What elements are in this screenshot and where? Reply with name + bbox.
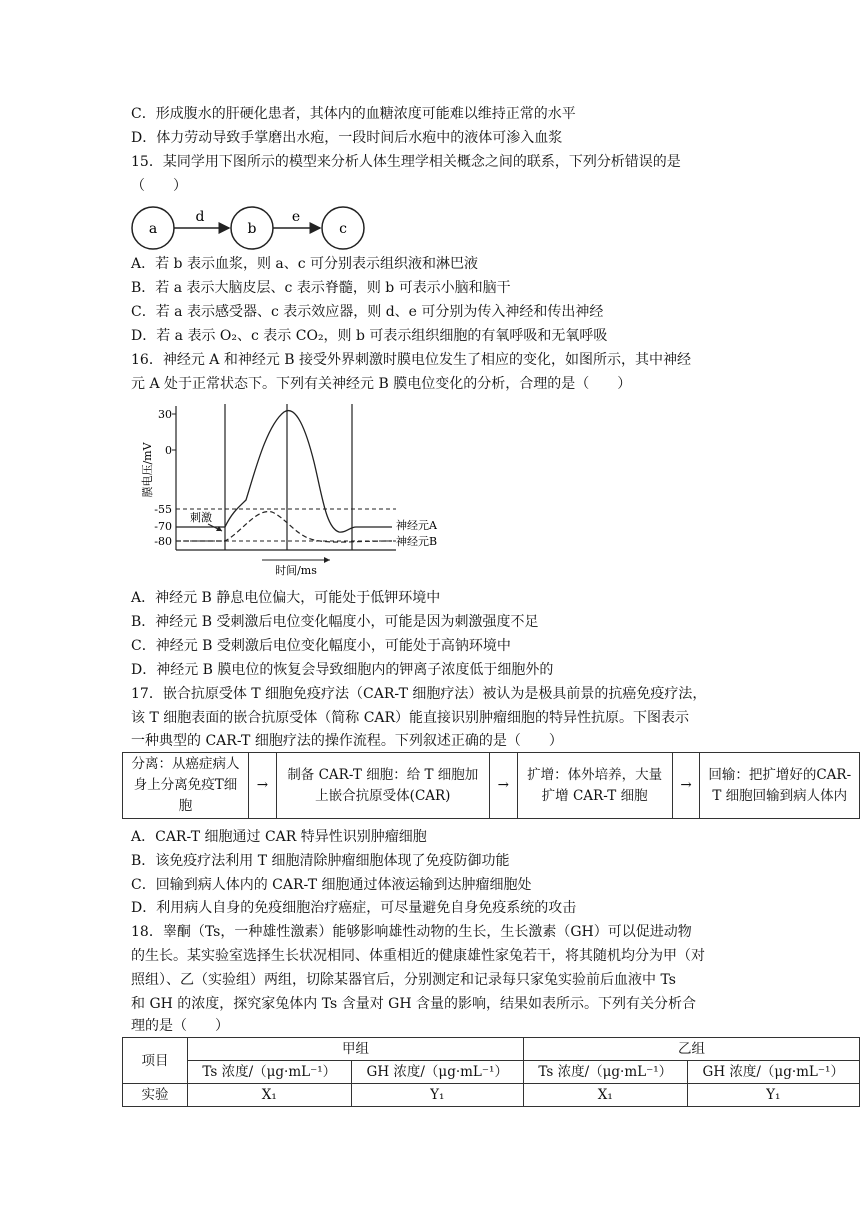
q17-option-b: B．该免疫疗法利用 T 细胞清除肿瘤细胞体现了免疫防御功能 <box>131 853 510 869</box>
q15-option-a: A．若 b 表示血浆，则 a、c 可分别表示组织液和淋巴液 <box>131 256 479 272</box>
y-tick-70: -70 <box>154 520 172 533</box>
stimulus-label: 刺激 <box>190 511 212 524</box>
table-ts-header-b: Ts 浓度/（μg·mL⁻¹） <box>523 1061 687 1084</box>
y-axis-label: 膜电压/mV <box>141 442 154 498</box>
node-a-label: a <box>148 221 158 237</box>
q15-stem: 15．某同学用下图所示的模型来分析人体生理学相关概念之间的联系，下列分析错误的是 <box>131 154 681 170</box>
car-t-flow-table <box>122 752 860 819</box>
flow-step-reinfuse: 回输：把扩增好的CAR-T 细胞回输到病人体内 <box>700 753 860 819</box>
q18-stem-2: 的生长。某实验室选择生长状况相同、体重相近的健康雄性家兔若干，将其随机均分为甲（对 <box>131 948 705 964</box>
q17-option-a: A．CAR-T 细胞通过 CAR 特异性识别肿瘤细胞 <box>131 829 427 845</box>
x-axis-label: 时间/ms <box>275 564 317 577</box>
table-row <box>123 1084 860 1107</box>
table-ts-header-a: Ts 浓度/（μg·mL⁻¹） <box>188 1061 352 1084</box>
q14-option-d: D．体力劳动导致手掌磨出水疱，一段时间后水疱中的液体可渗入血浆 <box>131 130 563 146</box>
q17-stem-2: 该 T 细胞表面的嵌合抗原受体（简称 CAR）能直接识别肿瘤细胞的特异性抗原。下图表示 <box>131 710 690 726</box>
table-gh-header-a: GH 浓度/（μg·mL⁻¹） <box>351 1061 523 1084</box>
table-cell-ts-b: X₁ <box>523 1084 687 1107</box>
q16-option-c: C．神经元 B 受刺激后电位变化幅度小，可能处于高钠环境中 <box>131 638 511 654</box>
flow-step-isolation: 分离：从癌症病人身上分离免疫T细胞 <box>123 753 249 819</box>
q16-option-b: B．神经元 B 受刺激后电位变化幅度小，可能是因为刺激强度不足 <box>131 614 539 630</box>
table-cell-ts-a: X₁ <box>188 1084 352 1107</box>
table-cell-gh-b: Y₁ <box>687 1084 860 1107</box>
q17-stem-3: 一种典型的 CAR-T 细胞疗法的操作流程。下列叙述正确的是（ ） <box>131 733 563 749</box>
flow-arrow-2: → <box>489 753 517 819</box>
table-group-a-header: 甲组 <box>188 1038 524 1061</box>
hormone-data-table <box>122 1037 860 1107</box>
q15-option-b: B．若 a 表示大脑皮层、c 表示脊髓，则 b 可表示小脑和脑干 <box>131 280 511 296</box>
q16-option-d: D．神经元 B 膜电位的恢复会导致细胞内的钾离子浓度低于细胞外的 <box>131 662 554 678</box>
table-cell-gh-a: Y₁ <box>351 1084 523 1107</box>
y-tick-30: 30 <box>158 408 172 421</box>
table-row-label: 实验 <box>123 1084 188 1107</box>
q16-stem-2: 元 A 处于正常状态下。下列有关神经元 B 膜电位变化的分析，合理的是（ ） <box>131 376 632 392</box>
q15-option-d: D．若 a 表示 O₂、c 表示 CO₂，则 b 可表示组织细胞的有氧呼吸和无氧呼吸 <box>131 328 608 344</box>
node-c-label: c <box>339 221 347 237</box>
q14-option-c: C．形成腹水的肝硬化患者，其体内的血糖浓度可能难以维持正常的水平 <box>131 106 576 122</box>
q18-stem-5: 理的是（ ） <box>131 1018 229 1034</box>
q17-stem: 17．嵌合抗原受体 T 细胞免疫疗法（CAR-T 细胞疗法）被认为是极具前景的抗癌免疫疗法， <box>131 686 707 702</box>
edge-e-label: e <box>291 209 301 225</box>
y-tick-0: 0 <box>165 444 172 457</box>
q15-option-c: C．若 a 表示感受器、c 表示效应器，则 d、e 可分别为传入神经和传出神经 <box>131 304 604 320</box>
q18-stem-3: 照组）、乙（实验组）两组，切除某器官后，分别测定和记录每只家兔实验前后血液中 Ts <box>131 972 676 988</box>
y-tick-55: -55 <box>154 503 172 516</box>
flow-step-expand: 扩增：体外培养，大量扩增 CAR-T 细胞 <box>517 753 672 819</box>
table-item-header: 项目 <box>123 1038 188 1084</box>
flow-step-prepare: 制备 CAR-T 细胞：给 T 细胞加上嵌合抗原受体(CAR) <box>276 753 489 819</box>
q17-option-c: C．回输到病人体内的 CAR-T 细胞通过体液运输到达肿瘤细胞处 <box>131 877 532 893</box>
flow-arrow-3: → <box>672 753 700 819</box>
table-group-b-header: 乙组 <box>523 1038 859 1061</box>
flow-arrow-1: → <box>248 753 276 819</box>
legend-neuron-a: 神经元A <box>396 519 437 532</box>
q16-option-a: A．神经元 B 静息电位偏大，可能处于低钾环境中 <box>131 590 441 606</box>
table-gh-header-b: GH 浓度/（μg·mL⁻¹） <box>687 1061 860 1084</box>
q15-stem-bracket: （ ） <box>131 178 187 194</box>
q17-option-d: D．利用病人自身的免疫细胞治疗癌症，可尽量避免自身免疫系统的攻击 <box>131 900 577 916</box>
q16-stem: 16．神经元 A 和神经元 B 接受外界刺激时膜电位发生了相应的变化，如图所示，其中神经 <box>131 352 692 368</box>
model-diagram <box>128 204 368 252</box>
edge-d-label: d <box>195 209 205 225</box>
membrane-potential-graph <box>134 400 454 578</box>
y-tick-80: -80 <box>154 535 172 548</box>
node-b-label: b <box>247 221 257 237</box>
q18-stem-4: 和 GH 的浓度，探究家兔体内 Ts 含量对 GH 含量的影响，结果如表所示。下列有关分析合 <box>131 996 696 1012</box>
q18-stem: 18．睾酮（Ts，一种雄性激素）能够影响雄性动物的生长，生长激素（GH）可以促进动物 <box>131 924 692 940</box>
legend-neuron-b: 神经元B <box>396 535 438 548</box>
